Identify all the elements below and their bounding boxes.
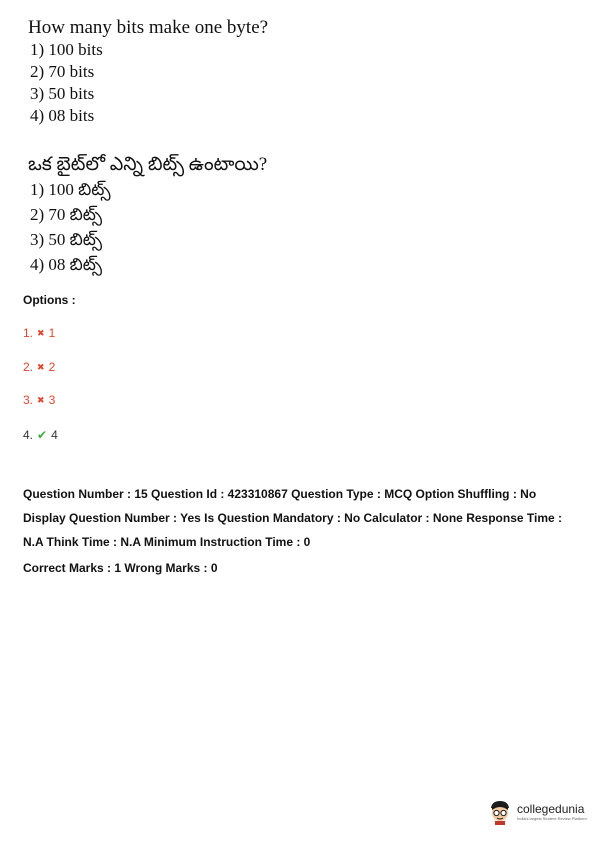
choice-3 — [23, 393, 55, 407]
choice-label: 2 — [48, 360, 56, 374]
options-label: Options : — [23, 293, 76, 307]
choice-4 — [23, 428, 58, 442]
collegedunia-logo — [488, 799, 587, 825]
option-en-2: 2) 70 bits — [30, 62, 95, 81]
question-title-en: How many bits make one byte? — [28, 17, 269, 38]
choice-number: 4. — [23, 428, 34, 442]
question-title-te: ఒక బైట్‌లో ఎన్ని బిట్స్ ఉంటాయి? — [28, 154, 268, 175]
option-te-2: 2) 70 బిట్స్ — [30, 205, 103, 224]
choice-label: 3 — [48, 393, 56, 407]
question-english — [28, 16, 268, 127]
option-te-1: 1) 100 బిట్స్ — [30, 180, 111, 199]
option-te-4: 4) 08 బిట్స్ — [30, 255, 103, 274]
mascot-icon — [488, 799, 512, 825]
choice-label: 1 — [48, 326, 56, 340]
option-en-4: 4) 08 bits — [30, 106, 95, 125]
marks-text: Correct Marks : 1 Wrong Marks : 0 — [23, 561, 218, 575]
cross-icon: ✖ — [37, 361, 45, 372]
choice-number: 3. — [23, 393, 34, 407]
choice-number: 2. — [23, 360, 34, 374]
option-en-3: 3) 50 bits — [30, 84, 95, 103]
cross-icon: ✖ — [37, 394, 45, 405]
choice-2 — [23, 360, 55, 374]
logo-brand: collegedunia — [517, 802, 585, 816]
choice-1 — [23, 326, 55, 340]
logo-tagline: India's largest Student Review Platform — [517, 816, 587, 821]
check-icon: ✔ — [37, 428, 48, 442]
choice-label: 4 — [51, 428, 58, 442]
option-te-3: 3) 50 బిట్స్ — [30, 230, 103, 249]
metadata-text: Question Number : 15 Question Id : 423310867 Question Type : MCQ Option Shuffling : No Display Question Number : Yes Is Question Mandatory : No Calculator : None Response Time : N.A Think Time : N.A Minimum Instruction Time : 0 — [23, 487, 562, 549]
cross-icon: ✖ — [37, 327, 45, 338]
option-en-1: 1) 100 bits — [30, 40, 103, 59]
choice-number: 1. — [23, 326, 34, 340]
question-metadata — [23, 482, 578, 580]
question-telugu — [28, 152, 267, 277]
